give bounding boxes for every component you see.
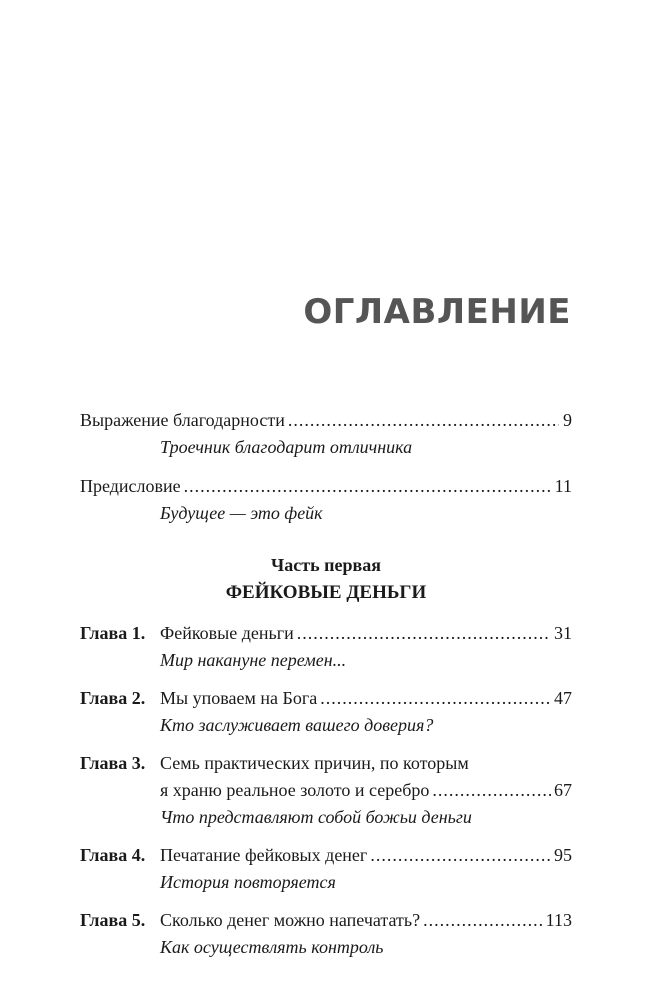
chapter-subtitle: История повторяется (160, 872, 336, 892)
toc-entry-title: Выражение благодарности (80, 410, 285, 430)
chapter-label: Глава 1. (80, 623, 146, 643)
chapter-label: Глава 2. (80, 688, 146, 708)
toc-entry-acknowledgements[interactable] (80, 407, 572, 461)
toc-chapter-4[interactable] (80, 842, 572, 896)
chapter-title-line1: Семь практических причин, по которым (160, 753, 469, 773)
toc-entry-row (160, 620, 572, 647)
toc-chapter-5[interactable] (80, 907, 572, 961)
chapter-title: Сколько денег можно напечатать? (160, 910, 421, 930)
toc-entry-row (160, 907, 572, 934)
toc-chapter-3[interactable] (80, 750, 572, 831)
toc-chapter-2[interactable] (80, 685, 572, 739)
toc-entry-row (160, 842, 572, 869)
toc-entry-subtitle: Троечник благодарит отличника (160, 437, 413, 457)
toc-entry-preface[interactable] (80, 473, 572, 527)
table-of-contents (80, 407, 572, 972)
toc-page-number: 9 (563, 410, 572, 430)
dot-leader (288, 407, 559, 434)
toc-page-number: 31 (554, 623, 572, 643)
chapter-title: Мы уповаем на Бога (160, 688, 318, 708)
chapter-title: Печатание фейковых денег (160, 845, 368, 865)
chapter-label: Глава 5. (80, 910, 146, 930)
chapter-title: я храню реальное золото и серебро (160, 780, 430, 800)
toc-page-number: 113 (545, 910, 572, 930)
chapter-subtitle: Как осуществлять контроль (160, 937, 384, 957)
toc-page-number: 47 (554, 688, 572, 708)
part-heading (80, 552, 572, 606)
chapter-subtitle: Кто заслуживает вашего доверия? (160, 715, 434, 735)
toc-page-number: 95 (554, 845, 572, 865)
dot-leader (184, 473, 552, 500)
chapter-subtitle: Что представляют собой божьи деньги (160, 807, 472, 827)
toc-entry-subtitle: Будущее — это фейк (160, 503, 323, 523)
toc-chapter-1[interactable] (80, 620, 572, 674)
dot-leader (423, 907, 543, 934)
chapter-subtitle: Мир накануне перемен... (160, 650, 347, 670)
chapter-label: Глава 4. (80, 845, 146, 865)
dot-leader (370, 842, 551, 869)
toc-entry-row (80, 473, 572, 500)
toc-page-number: 67 (554, 780, 572, 800)
dot-leader (320, 685, 551, 712)
chapter-title: Фейковые деньги (160, 623, 294, 643)
dot-leader (297, 620, 551, 647)
toc-entry-row (80, 407, 572, 434)
part-number: Часть первая (271, 555, 381, 575)
part-title: ФЕЙКОВЫЕ ДЕНЬГИ (225, 582, 427, 603)
toc-page-number: 11 (554, 476, 572, 496)
dot-leader (432, 777, 551, 804)
toc-entry-title: Предисловие (80, 476, 181, 496)
page-heading: ОГЛАВЛЕНИЕ (303, 292, 571, 332)
toc-entry-row (160, 777, 572, 804)
toc-entry-row (160, 685, 572, 712)
chapter-label: Глава 3. (80, 753, 146, 773)
